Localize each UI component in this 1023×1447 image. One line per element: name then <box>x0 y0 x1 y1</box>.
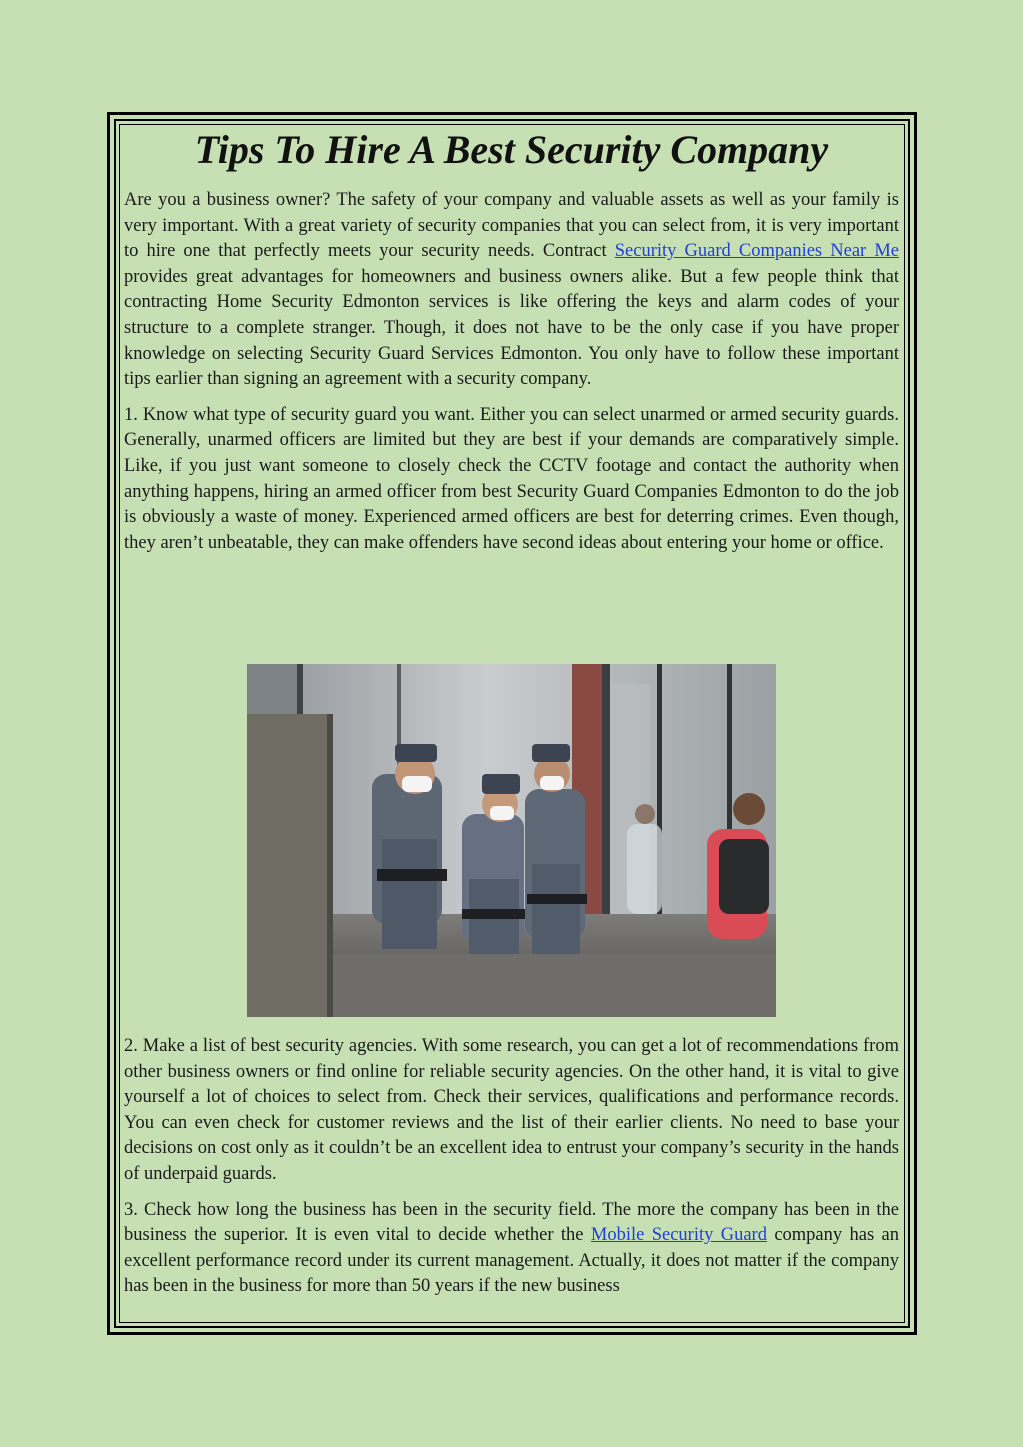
paragraph-tip-3 <box>124 1198 899 1300</box>
security-guards-photo <box>247 664 776 1017</box>
security-guard-companies-link[interactable]: Security Guard Companies Near Me <box>614 241 899 262</box>
paragraph-tip-3-text-b: company has an excellent performance record under its current management. Actually, it does not matter if the company has been in the business for more than 50 years if the new business <box>124 1225 899 1297</box>
page-title: Tips To Hire A Best Security Company <box>194 127 829 172</box>
article-bottom <box>124 1034 899 1310</box>
paragraph-tip-3-text-a: 3. Check how long the business has been in the security field. The more the company has been in the business the superior. It is even vital to decide whether the <box>124 1199 899 1246</box>
paragraph-intro-text-a: Are you a business owner? The safety of your company and valuable assets as well as your family is very important. With a great variety of security companies that you can select from, it is very important to hire one that perfectly meets your security needs. Contract <box>124 190 899 262</box>
paragraph-tip-1: 1. Know what type of security guard you want. Either you can select unarmed or armed security guards. Generally, unarmed officers are limited but they are best if your demands are comparatively simple. Like, if you just want someone to closely check the CCTV footage and contact the authority when anything happens, hiring an armed officer from best Security Guard Companies Edmonton to do the job is obviously a waste of money. Experienced armed officers are best for deterring crimes. Even though, they aren’t unbeatable, they can make offenders have second ideas about entering your home or office. <box>124 404 899 553</box>
article-top <box>124 120 899 566</box>
paragraph-intro <box>124 188 899 393</box>
paragraph-tip-2: 2. Make a list of best security agencies. With some research, you can get a lot of recommendations from other business owners or find online for reliable security agencies. On the other hand, it is vital to give yourself a lot of choices to select from. Check their services, qualifications and performance records. You can even check for customer reviews and the list of their earlier clients. No need to base your decisions on cost only as it couldn’t be an excellent idea to entrust your company’s security in the hands of underpaid guards. <box>124 1036 899 1184</box>
paragraph-intro-text-b: provides great advantages for homeowners and business owners alike. But a few people think that contracting Home Security Edmonton services is like offering the keys and alarm codes of your structure to a complete stranger. Though, it does not have to be the only case if you have proper knowledge on selecting Security Guard Services Edmonton. You only have to follow these important tips earlier than signing an agreement with a security company. <box>124 266 899 390</box>
mobile-security-guard-link[interactable]: Mobile Security Guard <box>590 1225 767 1246</box>
